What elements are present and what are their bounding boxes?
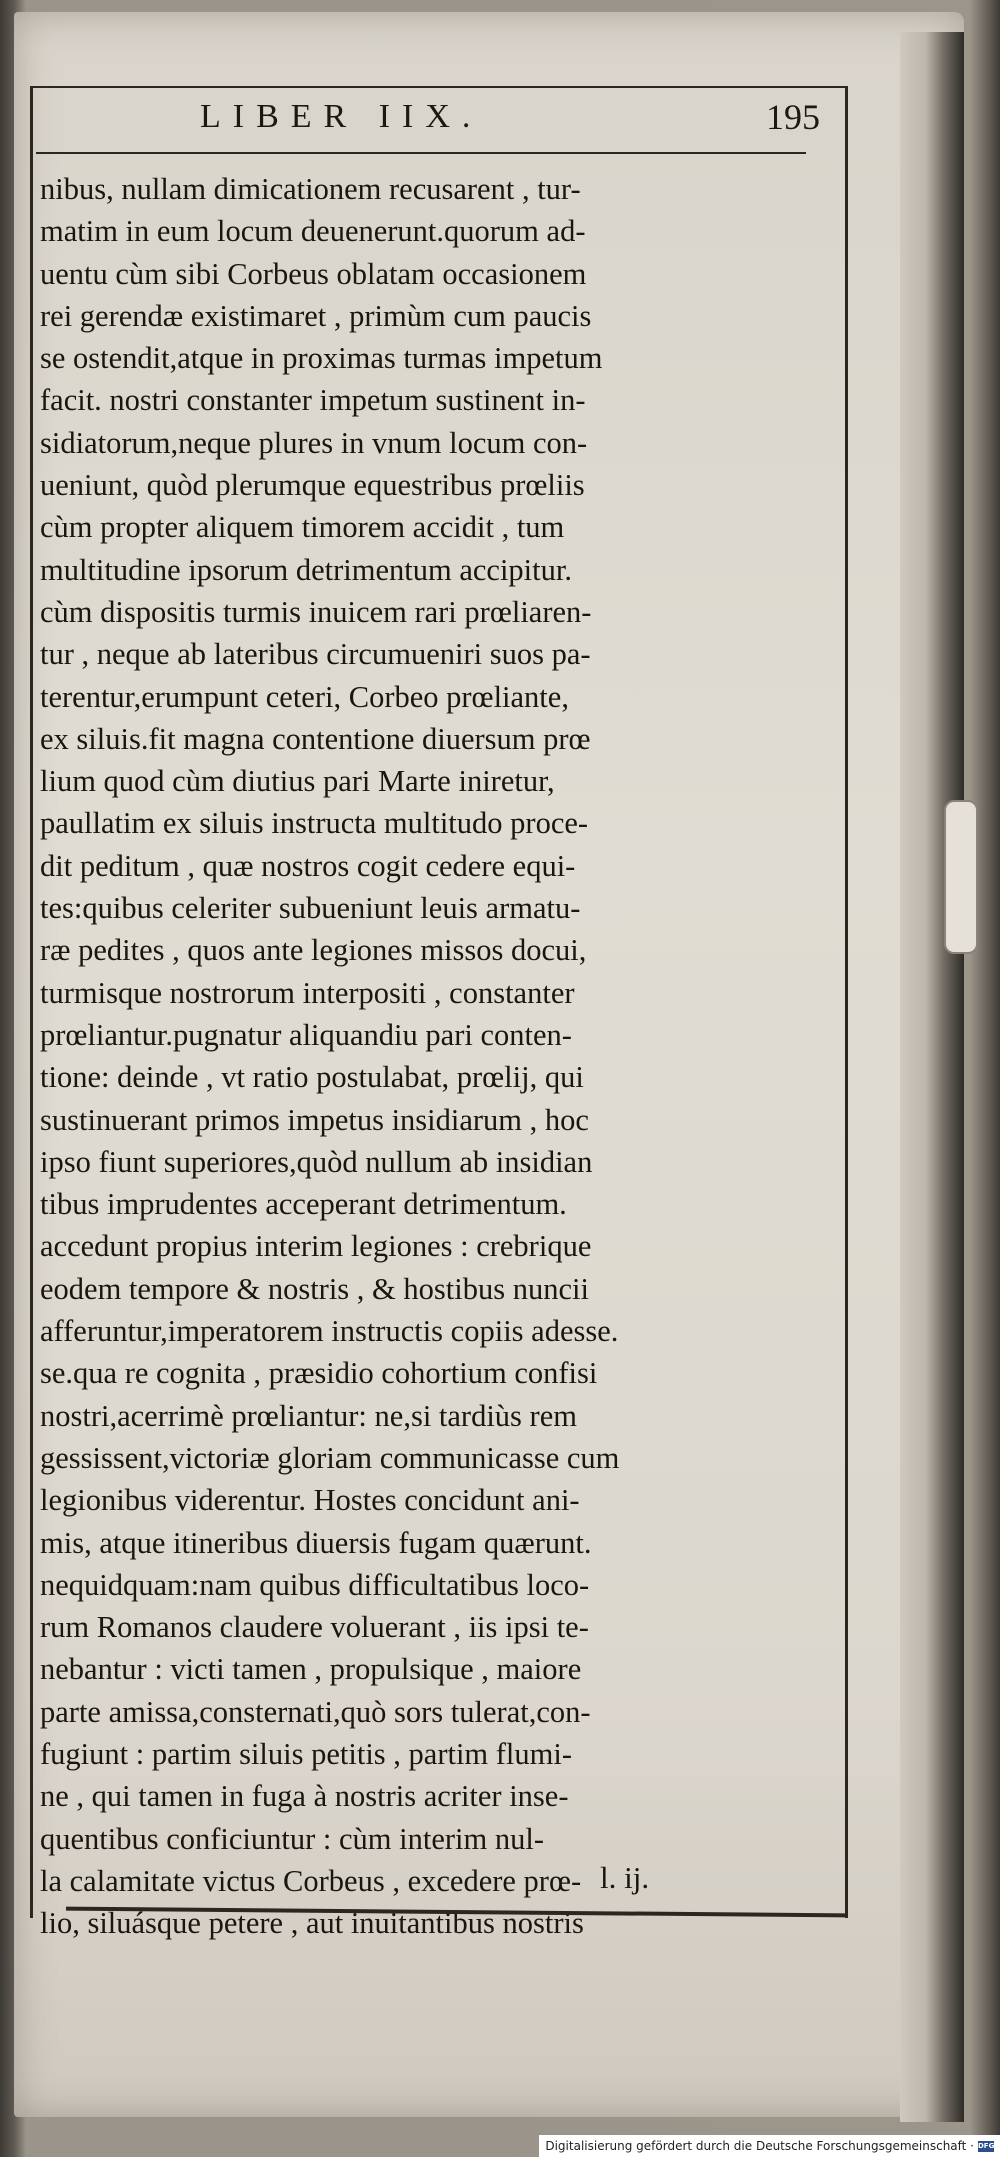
- text-line: cùm propter aliquem timorem accidit , tum: [40, 510, 565, 545]
- clasp-tab: [944, 800, 978, 954]
- text-line: parte amissa,consternati,quò sors tulerat,con-: [40, 1694, 591, 1729]
- text-line: ne , qui tamen in fuga à nostris acriter inse-: [40, 1779, 569, 1814]
- running-title: LIBER IIX.: [200, 98, 483, 135]
- text-line: ræ pedites , quos ante legiones missos docui,: [40, 933, 587, 968]
- page-number: 195: [766, 97, 820, 137]
- text-line: tione: deinde , vt ratio postulabat, prœlij, qui: [40, 1060, 584, 1095]
- text-line: mis, atque itineribus diuersis fugam quærunt.: [40, 1525, 592, 1560]
- text-line: uentu cùm sibi Corbeus oblatam occasionem: [40, 256, 587, 291]
- footer-text: Digitalisierung gefördert durch die Deutsche Forschungsgemeinschaft ·: [545, 2139, 974, 2153]
- text-line: multitudine ipsorum detrimentum accipitur.: [40, 552, 572, 587]
- text-line: se ostendit,atque in proximas turmas impetum: [40, 341, 603, 376]
- text-line: la calamitate victus Corbeus , excedere prœ-: [40, 1863, 582, 1898]
- text-line: paullatim ex siluis instructa multitudo proce-: [40, 806, 589, 841]
- text-line: ueniunt, quòd plerumque equestribus prœliis: [40, 468, 585, 503]
- text-line: ex siluis.fit magna contentione diuersum prœ: [40, 721, 591, 756]
- text-line: sustinuerant primos impetus insidiarum , hoc: [40, 1102, 589, 1137]
- text-line: fugiunt : partim siluis petitis , partim flumi-: [40, 1736, 573, 1771]
- text-line: quentibus conficiuntur : cùm interim nul-: [40, 1821, 544, 1856]
- text-line: lio, siluásque petere , aut inuitantibus nostris: [40, 1906, 584, 1941]
- text-line: cùm dispositis turmis inuicem rari prœliaren-: [40, 594, 592, 629]
- text-line: terentur,erumpunt ceteri, Corbeo prœliante,: [40, 679, 569, 714]
- digitization-footer: [539, 2135, 1000, 2157]
- text-line: nostri,acerrimè prœliantur: ne,si tardiùs rem: [40, 1398, 577, 1433]
- text-line: afferuntur,imperatorem instructis copiis adesse.: [40, 1314, 619, 1349]
- text-line: gessissent,victoriæ gloriam communicasse cum: [40, 1440, 620, 1475]
- text-line: tur , neque ab lateribus circumueniri suos pa-: [40, 637, 591, 672]
- text-line: rum Romanos claudere voluerant , iis ipsi te-: [40, 1610, 589, 1645]
- dfg-logo-icon: DFG: [978, 2141, 995, 2150]
- text-line: accedunt propius interim legiones : crebrique: [40, 1229, 592, 1264]
- text-line: nebantur : victi tamen , propulsique , maiore: [40, 1652, 582, 1687]
- text-line: lium quod cùm diutius pari Marte iniretur,: [40, 764, 555, 799]
- text-line: nibus, nullam dimicationem recusarent , tur-: [40, 172, 581, 206]
- text-line: legionibus viderentur. Hostes concidunt ani-: [40, 1483, 580, 1518]
- text-line: rei gerendæ existimaret , primùm cum paucis: [40, 298, 592, 333]
- text-line: nequidquam:nam quibus difficultatibus loco-: [40, 1567, 590, 1602]
- running-head: [30, 92, 840, 148]
- signature-mark: l. ij.: [600, 1860, 650, 1895]
- page-edge: [900, 32, 964, 2122]
- text-line: se.qua re cognita , præsidio cohortium confisi: [40, 1356, 598, 1391]
- text-line: turmisque nostrorum interpositi , constanter: [40, 975, 575, 1010]
- text-line: ipso fiunt superiores,quòd nullum ab insidian: [40, 1144, 593, 1179]
- header-rule: [36, 152, 806, 154]
- body-text: [40, 168, 820, 1944]
- text-line: facit. nostri constanter impetum sustinent in-: [40, 383, 586, 418]
- text-line: prœliantur.pugnatur aliquandiu pari conten-: [40, 1017, 572, 1052]
- text-line: matim in eum locum deuenerunt.quorum ad-: [40, 214, 586, 249]
- text-line: dit peditum , quæ nostros cogit cedere equi-: [40, 848, 576, 883]
- text-line: tibus imprudentes acceperant detrimentum.: [40, 1187, 567, 1222]
- text-line: tes:quibus celeriter subueniunt leuis armatu-: [40, 891, 581, 926]
- text-line: eodem tempore & nostris , & hostibus nuncii: [40, 1271, 589, 1306]
- text-line: sidiatorum,neque plures in vnum locum con-: [40, 425, 588, 460]
